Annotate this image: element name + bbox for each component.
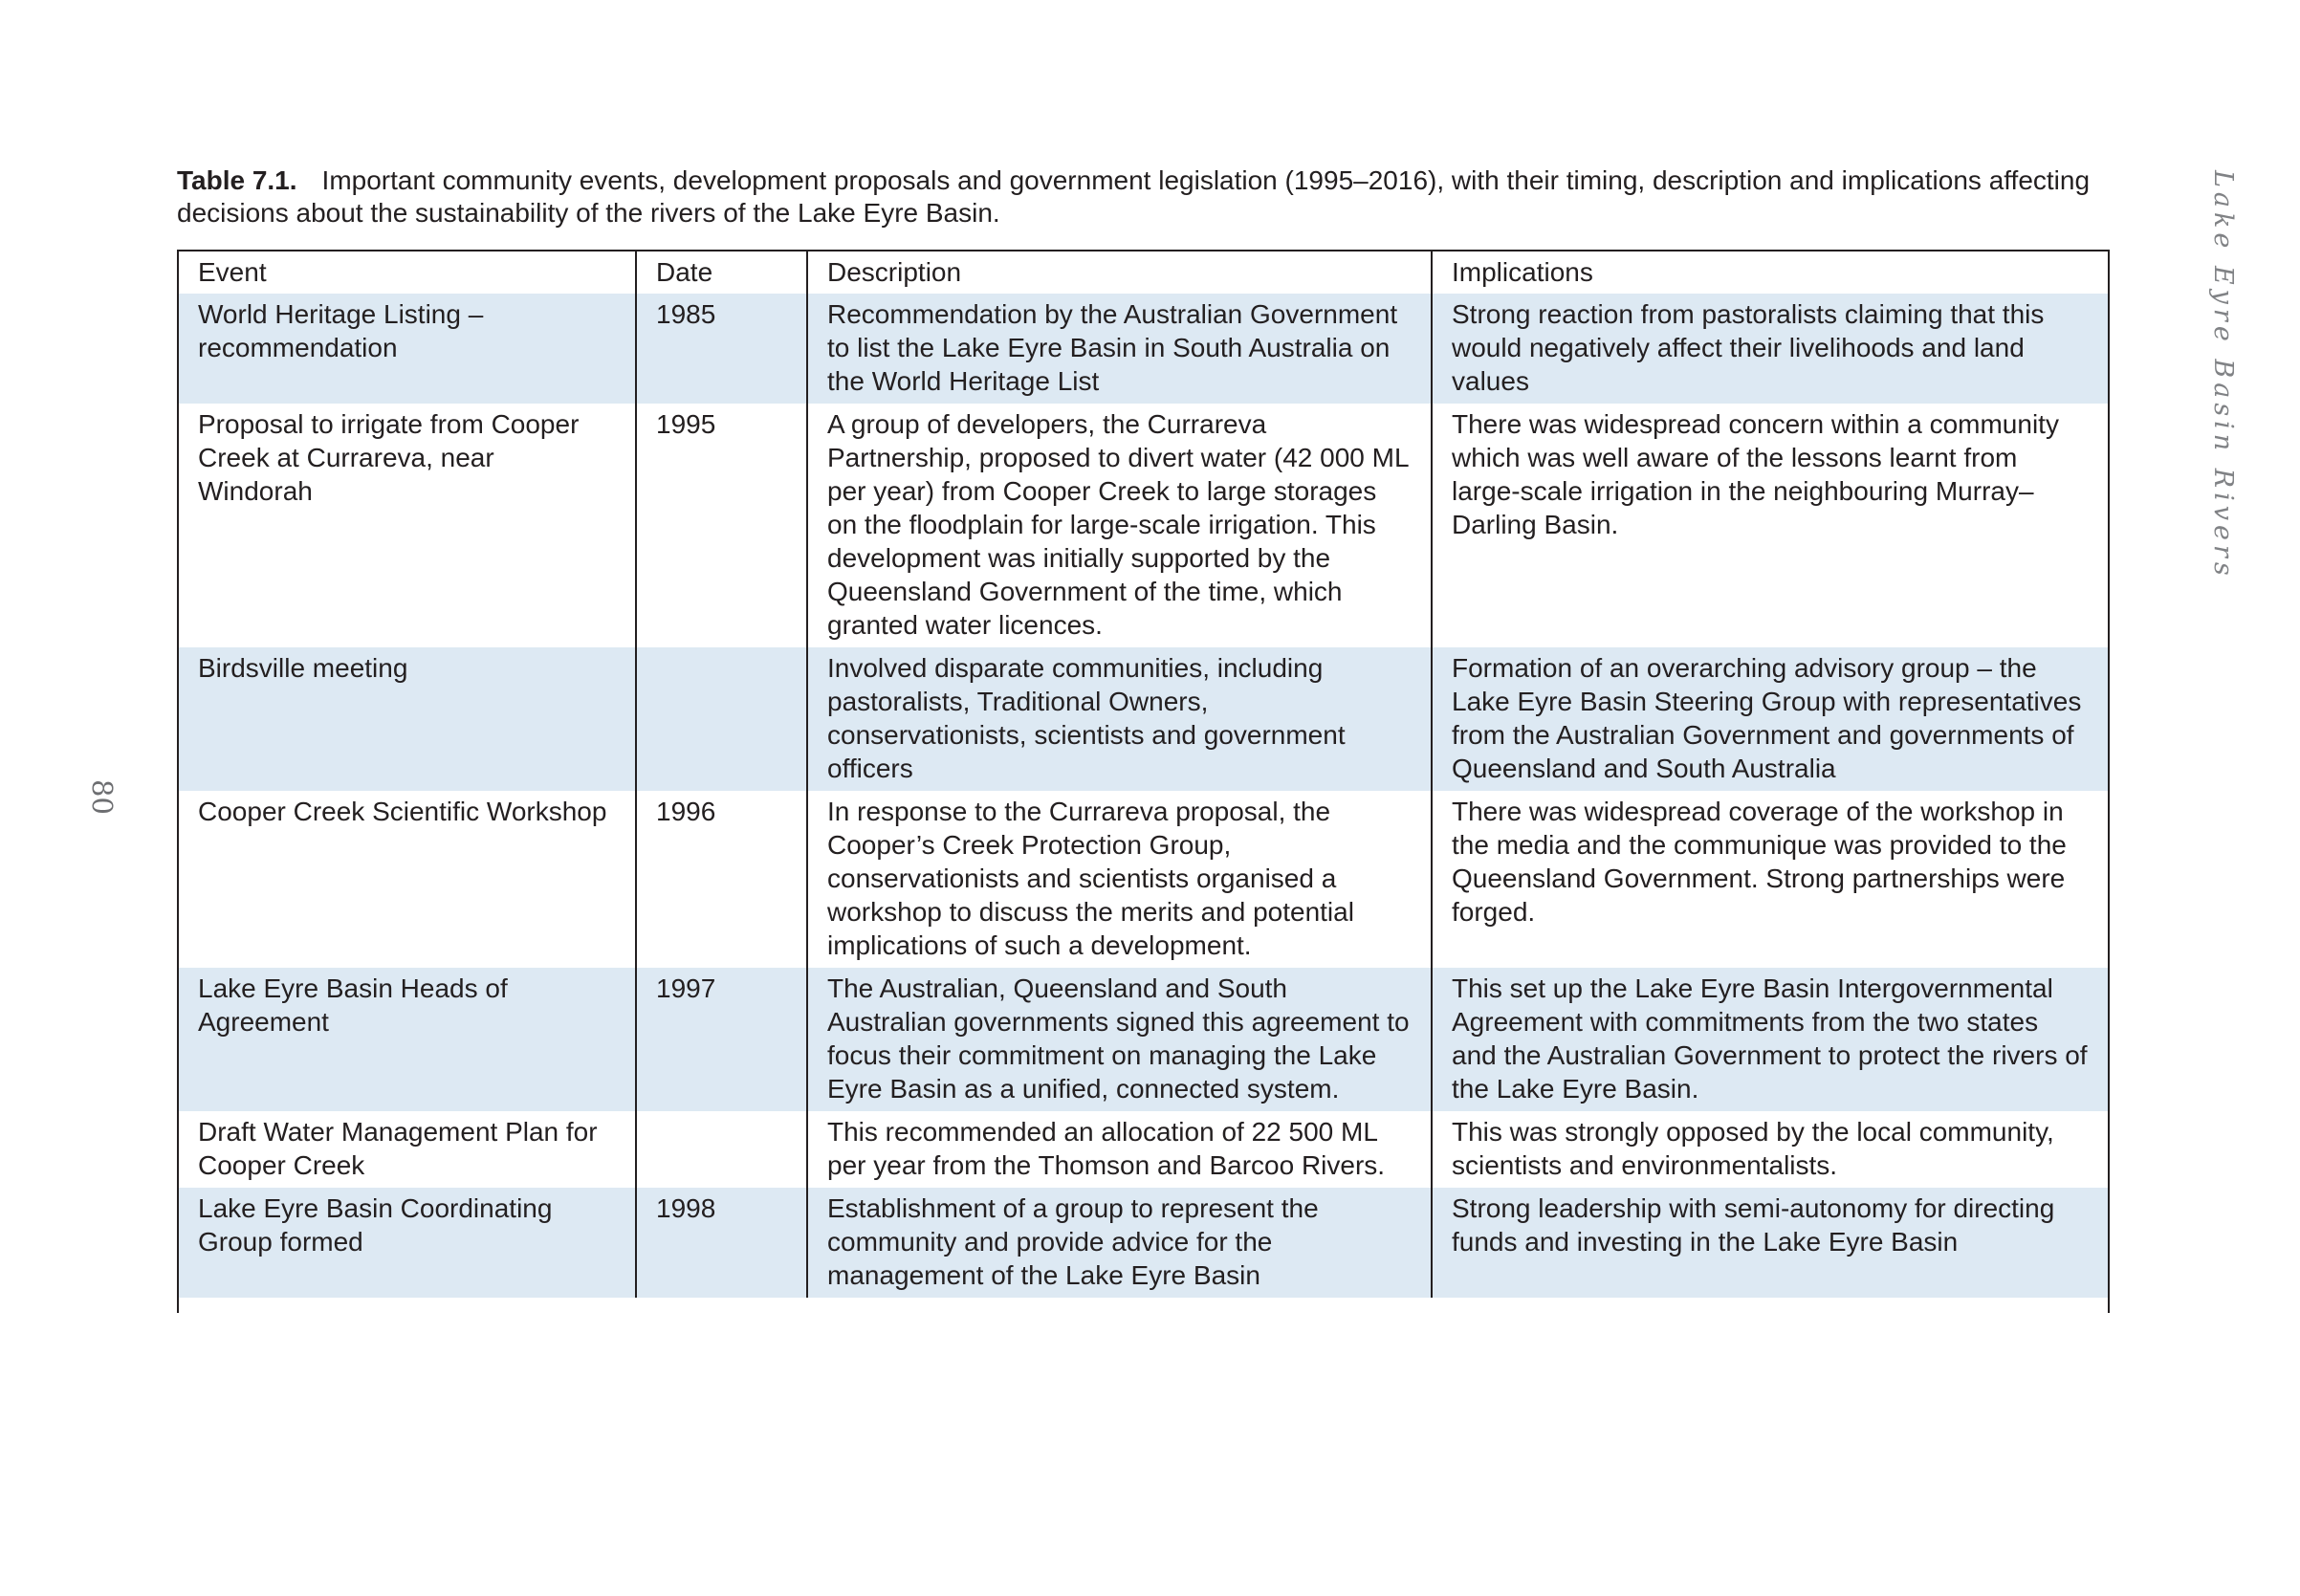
cell-date: 1995 xyxy=(636,404,807,647)
cell-description: In response to the Currareva proposal, the Cooper’s Creek Protection Group, conservationists and scientists organised a workshop to discuss the merits and potential implications of such a development. xyxy=(807,791,1432,968)
cell-event: Lake Eyre Basin Heads of Agreement xyxy=(179,968,636,1111)
cell-implications: This was strongly opposed by the local community, scientists and environmentalists. xyxy=(1432,1111,2108,1188)
running-head: Lake Eyre Basin Rivers xyxy=(2208,170,2238,580)
table-header-row xyxy=(179,251,2108,294)
cell-event: Lake Eyre Basin Coordinating Group formed xyxy=(179,1188,636,1298)
cell-implications: Strong leadership with semi-autonomy for directing funds and investing in the Lake Eyre Basin xyxy=(1432,1188,2108,1298)
table-row xyxy=(179,404,2108,647)
cell-description: This recommended an allocation of 22 500 ML per year from the Thomson and Barcoo Rivers. xyxy=(807,1111,1432,1188)
table-row xyxy=(179,791,2108,968)
cell-description: Involved disparate communities, including pastoralists, Traditional Owners, conservationists, scientists and government officers xyxy=(807,647,1432,791)
cell-description: A group of developers, the Currareva Partnership, proposed to divert water (42 000 ML per year) from Cooper Creek to large storages on the floodplain for large-scale irrigation. This development was initially supported by the Queensland Government of the time, which granted water licences. xyxy=(807,404,1432,647)
cell-implications: Formation of an overarching advisory group – the Lake Eyre Basin Steering Group with representatives from the Australian Government and governments of Queensland and South Australia xyxy=(1432,647,2108,791)
table-row xyxy=(179,1111,2108,1188)
table-caption xyxy=(177,164,2118,230)
cell-description: Establishment of a group to represent the community and provide advice for the management of the Lake Eyre Basin xyxy=(807,1188,1432,1298)
events-table-container xyxy=(177,250,2110,1313)
cell-date: 1998 xyxy=(636,1188,807,1298)
table-row xyxy=(179,1188,2108,1298)
cell-event: Proposal to irrigate from Cooper Creek at Currareva, near Windorah xyxy=(179,404,636,647)
cell-event: World Heritage Listing – recommendation xyxy=(179,294,636,404)
table-row xyxy=(179,294,2108,404)
cell-event: Birdsville meeting xyxy=(179,647,636,791)
cell-date xyxy=(636,647,807,791)
cell-date: 1985 xyxy=(636,294,807,404)
header-implications: Implications xyxy=(1432,251,2108,294)
cell-date xyxy=(636,1111,807,1188)
header-event: Event xyxy=(179,251,636,294)
cell-implications: Strong reaction from pastoralists claiming that this would negatively affect their livelihoods and land values xyxy=(1432,294,2108,404)
cell-date: 1996 xyxy=(636,791,807,968)
events-table xyxy=(179,251,2108,1298)
table-label: Table 7.1. xyxy=(177,165,297,195)
table-row xyxy=(179,968,2108,1111)
cell-event: Cooper Creek Scientific Workshop xyxy=(179,791,636,968)
page-number: 80 xyxy=(86,779,119,815)
cell-description: The Australian, Queensland and South Australian governments signed this agreement to focus their commitment on managing the Lake Eyre Basin as a unified, connected system. xyxy=(807,968,1432,1111)
cell-implications: There was widespread concern within a community which was well aware of the lessons learnt from large-scale irrigation in the neighbouring Murray–Darling Basin. xyxy=(1432,404,2108,647)
header-description: Description xyxy=(807,251,1432,294)
caption-text: Important community events, development proposals and government legislation (1995–2016), with their timing, description and implications affecting decisions about the sustainability of the rivers of the Lake Eyre Basin. xyxy=(177,165,2091,228)
cell-event: Draft Water Management Plan for Cooper Creek xyxy=(179,1111,636,1188)
cell-implications: This set up the Lake Eyre Basin Intergovernmental Agreement with commitments from the two states and the Australian Government to protect the rivers of the Lake Eyre Basin. xyxy=(1432,968,2108,1111)
cell-implications: There was widespread coverage of the workshop in the media and the communique was provided to the Queensland Government. Strong partnerships were forged. xyxy=(1432,791,2108,968)
cell-description: Recommendation by the Australian Government to list the Lake Eyre Basin in South Australia on the World Heritage List xyxy=(807,294,1432,404)
header-date: Date xyxy=(636,251,807,294)
cell-date: 1997 xyxy=(636,968,807,1111)
table-row xyxy=(179,647,2108,791)
